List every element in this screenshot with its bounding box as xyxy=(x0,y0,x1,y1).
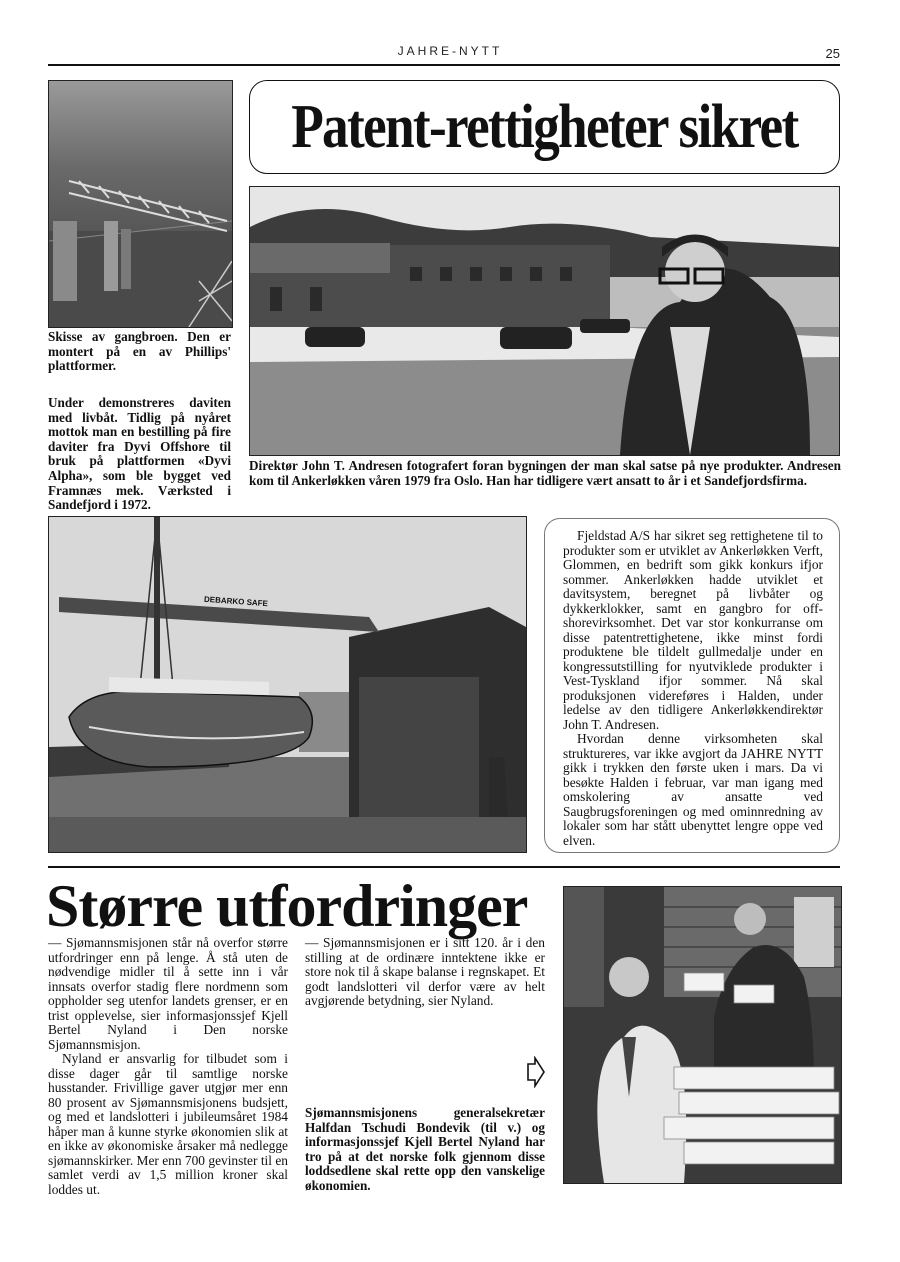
davit-sign-label: DEBARKO SAFE xyxy=(203,594,269,609)
article2-photo-caption: Sjømannsmisjonens generalsekretær Halfdan Tschudi Bondevik (til v.) og informasjonssjef Kjell Bertel Nyland har tro på at det norske folk gjennom disse loddsedlene skal rette opp den vanskelige økonomien. xyxy=(305,1105,545,1193)
article2-paragraph: Nyland er ansvarlig for tilbudet som i disse dager går til samtlige norske husstander. Frivillige gaver utgjør mer enn 80 prosent av Sjømannsmisjonens budsjett, og med et landslotteri i jubileumsåret 1984 håper man å kunne styrke økonomien slik at en ikke av økonomiske årsaker må nedlegge sjømannskirker. Mer enn 700 gevinster til en samlet verdi av 1,5 million kroner skal loddes ut. xyxy=(48,1051,288,1197)
article2-paragraph: — Sjømannsmisjonen er i sitt 120. år i den stilling at de ordinære inntektene ikke er store nok til å skape balanse i regnskapet. Et godt landslotteri vil derfor være av helt avgjørende betydning, sier Nyland. xyxy=(305,935,545,1008)
article2-headline: Større utfordringer xyxy=(46,873,528,939)
davit-caption: Under demonstreres daviten med livbåt. Tidlig på nyåret mottok man en bestilling på fire daviter fra Dyvi Offshore til bruk på plattformen «Dyvi Alpha», som ble bygget ved Framnæs mek. Værksted i Sandefjord i 1972. xyxy=(48,395,231,513)
article1-body-box xyxy=(544,518,840,853)
sketch-caption: Skisse av gangbroen. Den er montert på en av Phillips' plattformer. xyxy=(48,329,231,374)
director-photo-caption: Direktør John T. Andresen fotografert foran bygningen der man skal satse på nye produkter. Andresen kom til Ankerløkken våren 1979 fra Oslo. Han har tidligere vært ansatt to år i et Sandefjordsfirma. xyxy=(249,458,841,488)
hollow-arrow-right-icon xyxy=(526,1056,546,1088)
article1-body-paragraph: Hvordan denne virksomheten skal struktureres, var ikke avgjort da JAHRE NYTT gikk i trykken den første uken i mars. Da vi besøkte Halden i februar, var man igang med omskolering av ansatte ved Saugbrugsforeningen og med ominnredning av lokaler som har stått ubenyttet lengre oppe ved elven. xyxy=(563,731,823,848)
page-number: 25 xyxy=(825,46,840,61)
article2-paragraph: — Sjømannsmisjonen står nå overfor større utfordringer enn på lenge. Å stå uten de nødvendige midler til å sette inn i vår innsats overfor stadig flere nordmenn som oppholder seg utenfor landets grenser, er en trist opplevelse, sier informasjonssjef Kjell Bertel Nyland i Den norske Sjømannsmisjon. xyxy=(48,935,288,1052)
article1-headline: Patent-rettigheter sikret xyxy=(291,92,798,161)
article1-body-paragraph: Fjeldstad A/S har sikret seg rettighetene til to produkter som er utviklet av Ankerløkken Verft, Glommen, en bedrift som gikk konkurs ifjor sommer. Ankerløkken hadde utviklet et davitsystem, beregnet på livbåter og dykkerklokker, samt en gangbro for off-shorevirksomhet. Det var stor konkurranse om disse patentrettighetene, ikke minst fordi produktene ble tildelt gullmedalje under en kongressutstilling for nyutviklede produkter i Vest-Tyskland ifjor sommer. Nå skal produksjonen videreføres i Halden, under ledelse av den tidligere Ankerløkkendirektør John T. Andresen. xyxy=(563,528,823,732)
article2-column-2 xyxy=(305,936,545,1009)
article2-column-1 xyxy=(48,936,288,1197)
section-rule xyxy=(48,866,840,868)
davit-lifeboat-photo xyxy=(48,516,527,853)
publication-title: JAHRE-NYTT xyxy=(397,44,503,58)
gangway-sketch-photo xyxy=(48,80,233,328)
article1-headline-box xyxy=(249,80,840,174)
lottery-officials-photo xyxy=(563,886,842,1184)
director-building-photo xyxy=(249,186,840,456)
header-rule xyxy=(48,64,840,66)
